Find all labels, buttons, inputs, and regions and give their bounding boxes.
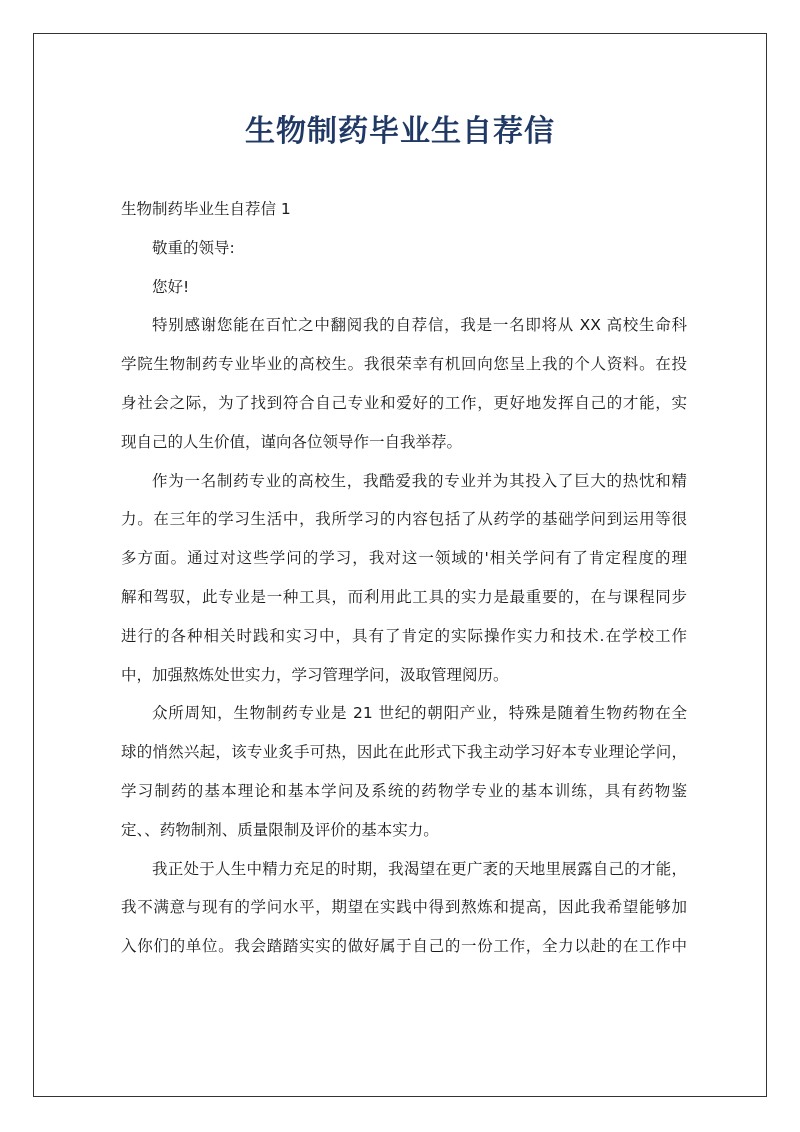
document-title: 生物制药毕业生自荐信 xyxy=(245,114,555,149)
paragraph-line: 我不满意与现有的学问水平，期望在实践中得到熬炼和提高，因此我希望能够加 xyxy=(121,898,687,917)
paragraph-1 xyxy=(121,306,687,461)
paragraph-line: 我正处于人生中精力充足的时期，我渴望在更广袤的天地里展露自己的才能， xyxy=(152,859,687,878)
document-body xyxy=(121,190,687,966)
greeting: 您好! xyxy=(152,277,190,296)
paragraph-line: 力。在三年的学习生活中，我所学习的内容包括了从药学的基础学问到运用等很 xyxy=(121,510,687,529)
paragraph-line: 进行的各种相关时践和实习中，具有了肯定的实际操作实力和技术.在学校工作 xyxy=(121,626,687,645)
document-subtitle: 生物制药毕业生自荐信 1 xyxy=(121,200,291,218)
paragraph-3 xyxy=(121,694,687,849)
paragraph-line: 作为一名制药专业的高校生，我酷爱我的专业并为其投入了巨大的热忱和精 xyxy=(152,471,687,490)
paragraph-line: 特别感谢您能在百忙之中翻阅我的自荐信，我是一名即将从 XX 高校生命科 xyxy=(152,316,687,335)
paragraph-line: 学习制药的基本理论和基本学问及系统的药物学专业的基本训练，具有药物鉴 xyxy=(121,781,687,800)
paragraph-line: 定、、药物制剂、质量限制及评价的基本实力。 xyxy=(121,820,439,839)
paragraph-4 xyxy=(121,850,687,966)
salutation: 敬重的领导: xyxy=(152,238,235,257)
paragraph-line: 学院生物制药专业毕业的高校生。我很荣幸有机回向您呈上我的个人资料。在投 xyxy=(121,355,687,374)
paragraph-line: 入你们的单位。我会踏踏实实的做好属于自己的一份工作，全力以赴的在工作中 xyxy=(121,937,687,956)
paragraph-line: 球的悄然兴起，该专业炙手可热，因此在此形式下我主动学习好本专业理论学问， xyxy=(121,743,687,762)
paragraph-2 xyxy=(121,462,687,695)
paragraph-line: 解和驾驭，此专业是一种工具，而利用此工具的实力是最重要的，在与课程同步 xyxy=(121,587,687,606)
paragraph-line: 多方面。通过对这些学问的学习，我对这一领域的'相关学问有了肯定程度的理 xyxy=(121,549,687,568)
paragraph-line: 中，加强熬炼处世实力，学习管理学问，汲取管理阅历。 xyxy=(121,665,509,684)
paragraph-line: 现自己的人生价值，谨向各位领导作一自我举荐。 xyxy=(121,432,463,451)
paragraph-line: 身社会之际，为了找到符合自己专业和爱好的工作，更好地发挥自己的才能，实 xyxy=(121,393,687,412)
paragraph-line: 众所周知，生物制药专业是 21 世纪的朝阳产业，特殊是随着生物药物在全 xyxy=(152,704,687,723)
